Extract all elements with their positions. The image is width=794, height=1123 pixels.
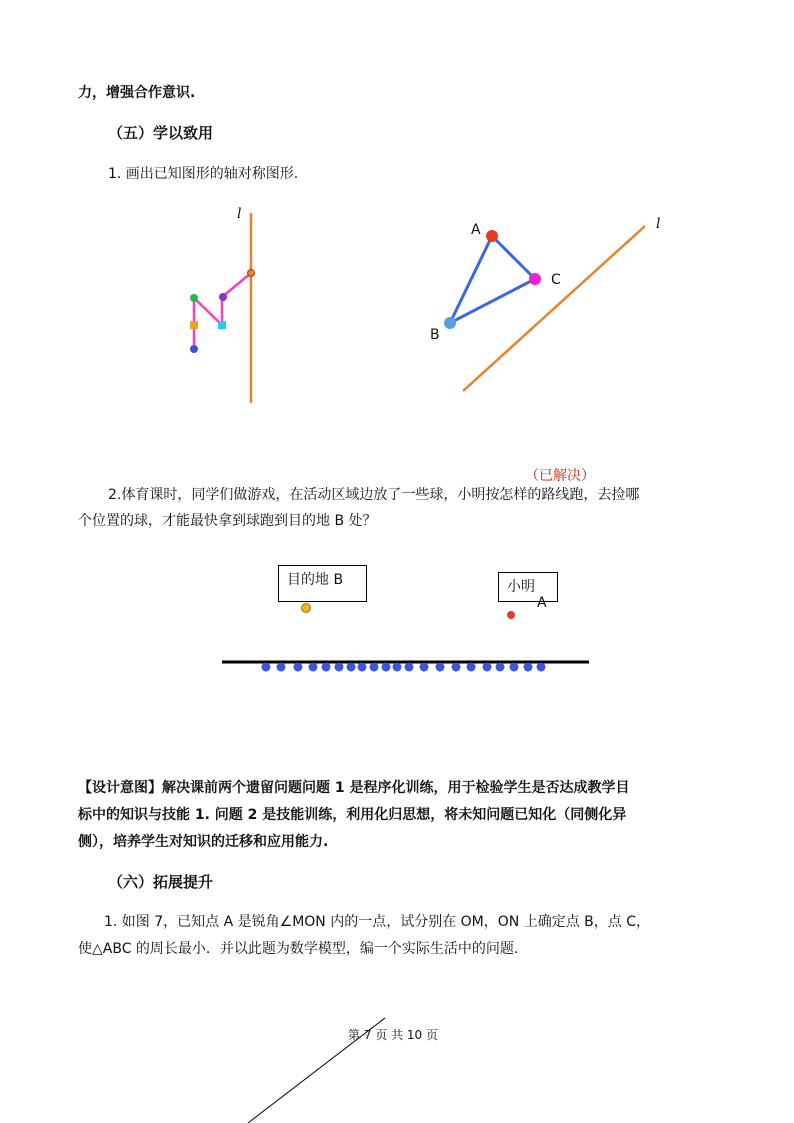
node-axis bbox=[248, 270, 255, 277]
ball bbox=[524, 663, 533, 672]
ball bbox=[347, 663, 356, 672]
question-2-line1: 2.体育课时，同学们做游戏，在活动区域边放了一些球，小明按怎样的路线跑，去捡哪 bbox=[108, 487, 640, 503]
triangle-abc bbox=[450, 236, 535, 323]
ball bbox=[358, 663, 367, 672]
destination-box bbox=[278, 565, 367, 602]
ball bbox=[277, 663, 286, 672]
ball bbox=[262, 663, 271, 672]
ball bbox=[322, 663, 331, 672]
left-axis-label: l bbox=[237, 206, 242, 222]
right-axis-line bbox=[463, 226, 645, 391]
question-2-line2: 个位置的球，才能最快拿到球跑到目的地 B 处？ bbox=[78, 513, 377, 529]
balls-row bbox=[262, 663, 546, 672]
design-intent-line2: 标中的知识与技能 1. 问题 2 是技能训练，利用化归思想，将未知问题已知化（同侧化异 bbox=[78, 807, 627, 823]
section5-heading: （五）学以致用 bbox=[108, 124, 214, 142]
xiaoming-label: 小明 bbox=[507, 579, 535, 595]
node-purple bbox=[219, 293, 227, 301]
ball bbox=[405, 663, 414, 672]
destination-label: 目的地 B bbox=[287, 572, 344, 588]
ball bbox=[467, 663, 476, 672]
solved-stamp: （已解决） bbox=[525, 468, 595, 484]
section6-heading: （六）拓展提升 bbox=[108, 873, 214, 891]
xiaoming-box bbox=[498, 572, 558, 602]
ball bbox=[483, 663, 492, 672]
label-c: C bbox=[551, 272, 561, 288]
question-1: 1. 画出已知图形的轴对称图形. bbox=[108, 166, 299, 182]
section6-p1-line1: 1. 如图 7，已知点 A 是锐角∠MON 内的一点，试分别在 OM，ON 上确定点 B，点 C， bbox=[104, 914, 650, 930]
label-b: B bbox=[430, 327, 440, 343]
ball bbox=[294, 663, 303, 672]
ball bbox=[370, 663, 379, 672]
node-blue bbox=[190, 345, 198, 353]
ball bbox=[420, 663, 429, 672]
ball bbox=[537, 663, 546, 672]
node-cyan-square bbox=[218, 321, 226, 329]
section6-p1-line2: 使△ABC 的周长最小．并以此题为数学模型，编一个实际生活中的问题. bbox=[78, 941, 519, 957]
ball bbox=[496, 663, 505, 672]
ball bbox=[335, 663, 344, 672]
ball bbox=[436, 663, 445, 672]
ball bbox=[382, 663, 391, 672]
page-footer: 第 7 页 共 10 页 bbox=[348, 1028, 438, 1042]
continuation-line: 力，增强合作意识. bbox=[78, 85, 196, 101]
xiaoming-point bbox=[507, 611, 515, 619]
vertex-b bbox=[444, 317, 456, 329]
design-intent-line3: 侧），培养学生对知识的迁移和应用能力. bbox=[78, 834, 329, 850]
ball bbox=[510, 663, 519, 672]
point-a-label: A bbox=[537, 595, 547, 611]
destination-point bbox=[302, 604, 311, 613]
ball bbox=[393, 663, 402, 672]
vertex-c bbox=[529, 273, 541, 285]
vertex-a bbox=[486, 230, 498, 242]
node-orange-square bbox=[190, 321, 198, 329]
node-green bbox=[190, 294, 198, 302]
ball bbox=[452, 663, 461, 672]
ball bbox=[309, 663, 318, 672]
pink-polyline bbox=[194, 273, 251, 349]
right-axis-label: l bbox=[656, 216, 661, 232]
design-intent-line1: 【设计意图】解决课前两个遗留问题问题 1 是程序化训练，用于检验学生是否达成教学目 bbox=[78, 780, 630, 796]
label-a: A bbox=[471, 222, 481, 238]
